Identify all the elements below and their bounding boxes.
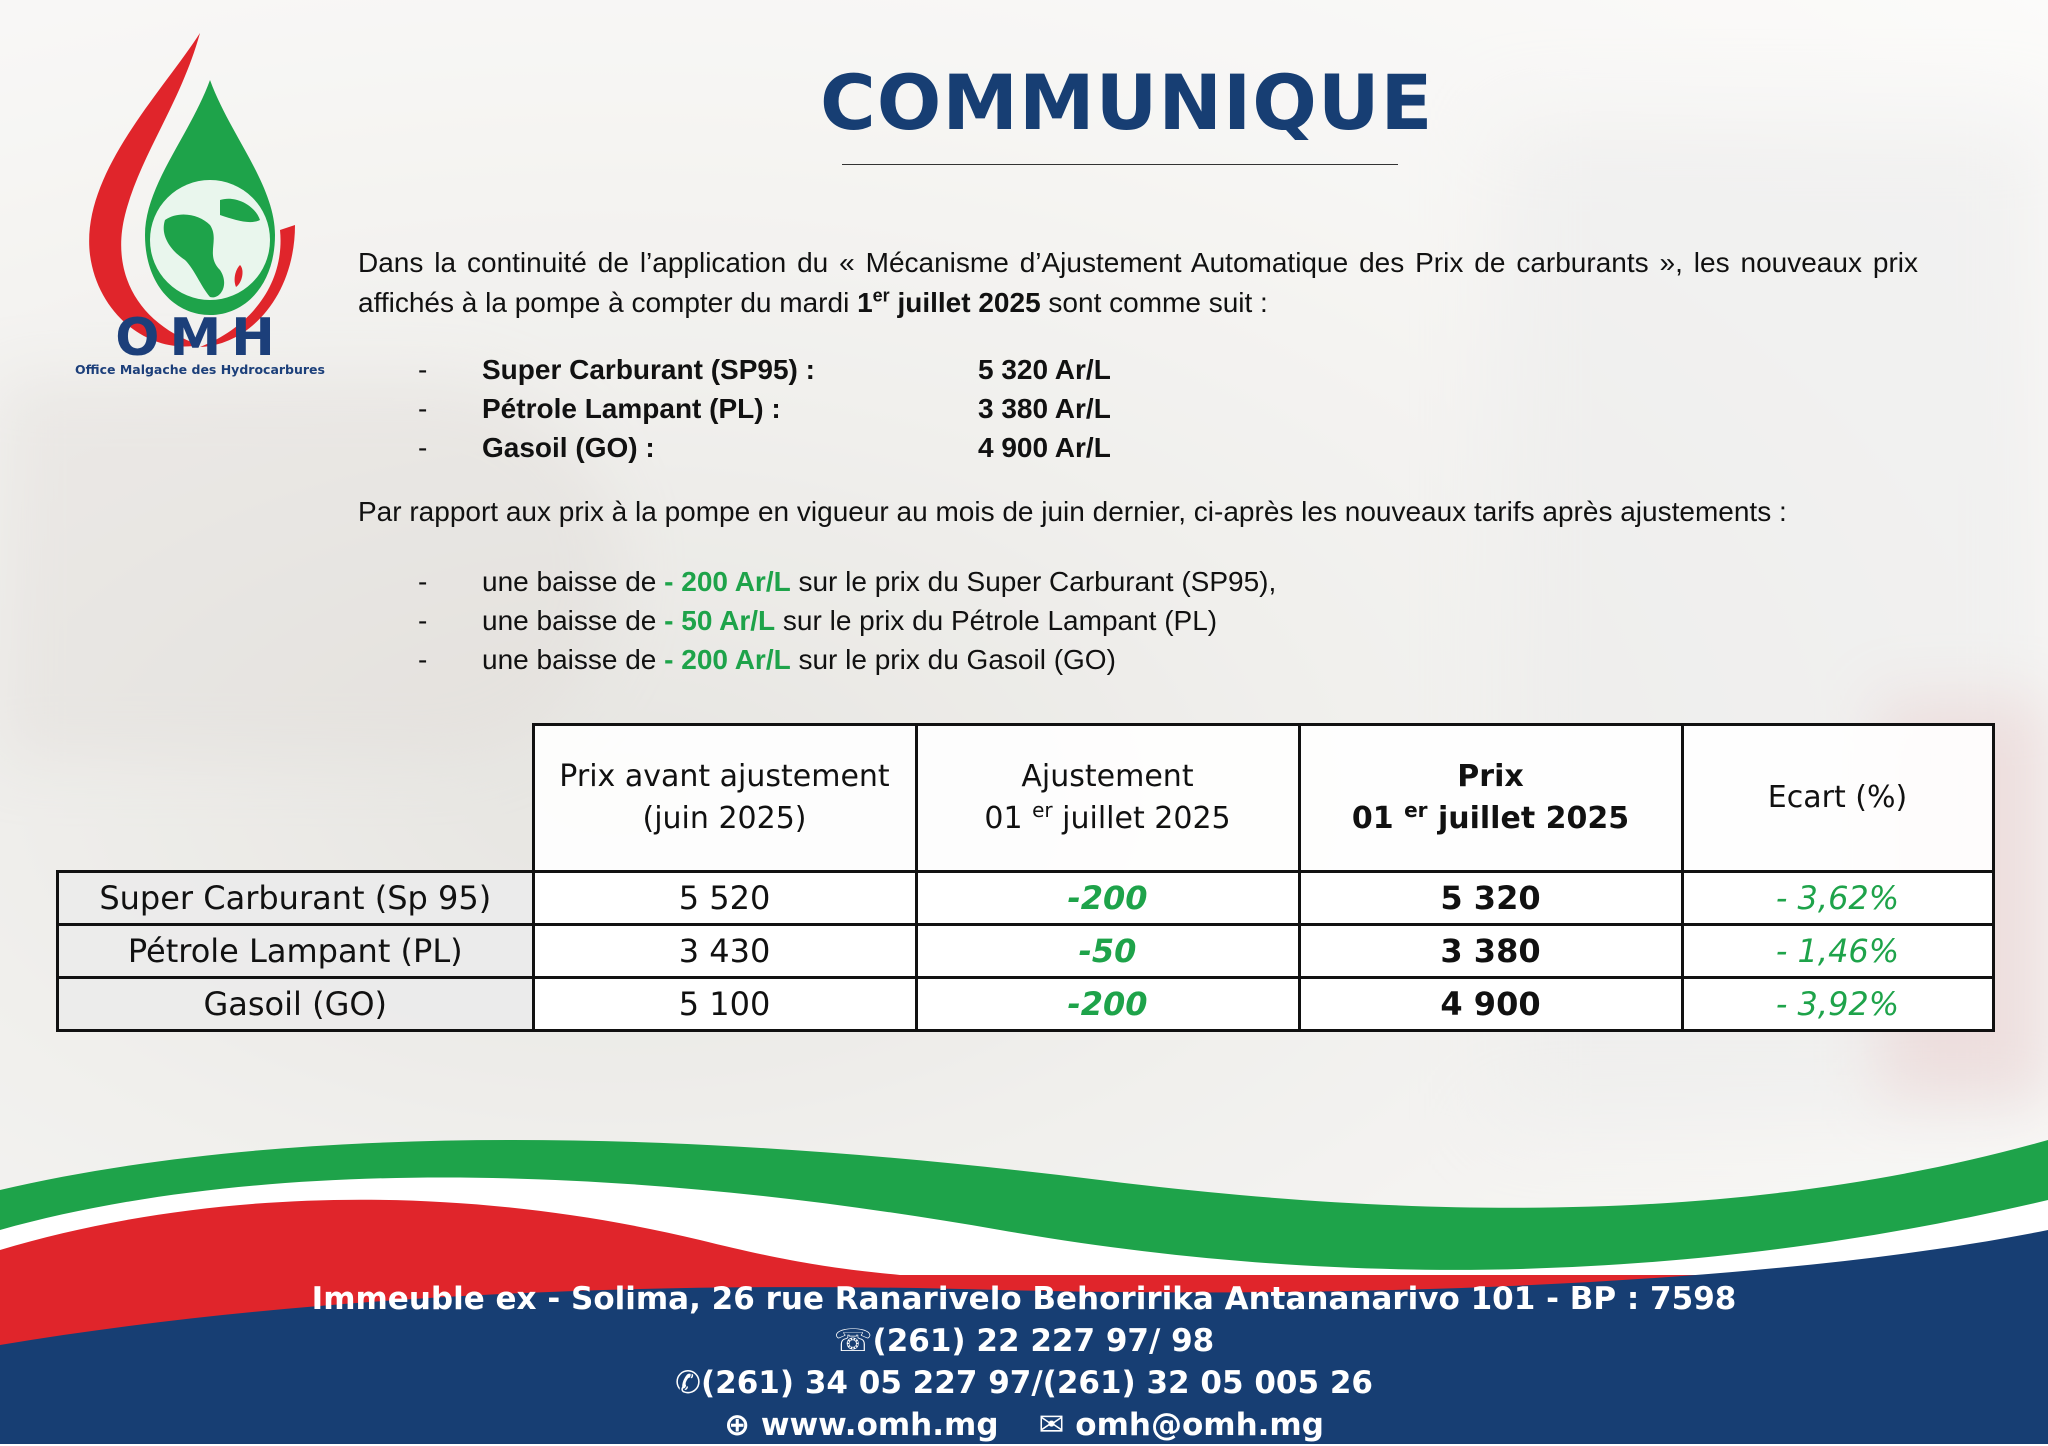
intro-text-end: sont comme suit : [1040,287,1268,318]
header-ecart: Ecart (%) [1682,725,1993,872]
cell-ecart: - 3,62% [1682,872,1993,925]
header-before: Prix avant ajustement (juin 2025) [533,725,916,872]
list-dash: - [418,644,428,675]
price-list [418,350,1318,467]
price-label: Pétrole Lampant (PL) : [482,393,781,424]
footer-mobile: ✆(261) 34 05 227 97/(261) 32 05 005 26 [675,1365,1373,1401]
website-link[interactable]: www.omh.mg [760,1407,999,1443]
logo-name: OMH [115,308,285,368]
drop-item [418,640,1818,679]
footer-address: Immeuble ex - Solima, 26 rue Ranarivelo Behoririka Antananarivo 101 - BP : 7598 [311,1281,1737,1317]
cell-adjustment: -200 [916,978,1299,1031]
price-item [418,350,1318,389]
cell-price: 5 320 [1299,872,1682,925]
price-item [418,428,1318,467]
drop-amount: - 50 Ar/L [664,605,776,636]
cell-ecart: - 3,92% [1682,978,1993,1031]
title-underline [842,164,1398,165]
drop-item [418,601,1818,640]
logo-subtitle: Office Malgache des Hydrocarbures [75,362,325,377]
cell-ecart: - 1,46% [1682,925,1993,978]
list-dash: - [418,393,428,424]
header-price: Prix 01 $^{er}$ juillet 2025 [1299,725,1682,872]
row-label: Super Carburant (Sp 95) [58,872,534,925]
intro-paragraph [358,243,1918,323]
drop-text: une baisse de - 200 Ar/L sur le prix du Gasoil (GO) [482,644,1116,675]
drop-text: une baisse de - 200 Ar/L sur le prix du Super Carburant (SP95), [482,566,1277,597]
row-label: Pétrole Lampant (PL) [58,925,534,978]
globe-icon: ⊕ [724,1407,751,1443]
table-header-row [58,725,1994,872]
drop-amount: - 200 Ar/L [664,566,791,597]
list-dash: - [418,605,428,636]
footer-phone: ☏(261) 22 227 97/ 98 [833,1323,1215,1359]
price-item [418,389,1318,428]
cell-price: 3 380 [1299,925,1682,978]
cell-before: 3 430 [533,925,916,978]
comparison-paragraph: Par rapport aux prix à la pompe en vigueur au mois de juin dernier, ci-après les nouveaux tarifs après ajustements : [358,496,1787,527]
cell-adjustment: -200 [916,872,1299,925]
price-label: Super Carburant (SP95) : [482,354,815,385]
drop-amount: - 200 Ar/L [664,644,791,675]
header-adjustment: Ajustement 01 $^{er}$ juillet 2025 [916,725,1299,872]
price-value: 4 900 Ar/L [978,432,1111,463]
email-link[interactable]: omh@omh.mg [1075,1407,1324,1443]
price-label: Gasoil (GO) : [482,432,655,463]
cell-before: 5 100 [533,978,916,1031]
intro-date: 1er juillet 2025 [857,285,1041,318]
table-corner [58,725,534,872]
drop-item [418,562,1818,601]
phone-icon: ☏ [833,1323,873,1359]
table-row [58,872,1994,925]
price-value: 5 320 Ar/L [978,354,1111,385]
table-row [58,925,1994,978]
mail-icon: ✉ [1038,1407,1065,1443]
mobile-icon: ✆ [675,1365,701,1401]
row-label: Gasoil (GO) [58,978,534,1031]
price-table [56,723,1995,1032]
intro-text: Dans la continuité de l’application du « Mécanisme d’Ajustement Automatique des Prix de carburants », les nouveaux prix affichés à la pompe à compter du mardi [358,247,1918,318]
price-value: 3 380 Ar/L [978,393,1111,424]
list-dash: - [418,566,428,597]
page-title: COMMUNIQUE [820,58,1434,147]
drop-text: une baisse de - 50 Ar/L sur le prix du Pétrole Lampant (PL) [482,605,1218,636]
list-dash: - [418,432,428,463]
footer [0,1278,2048,1446]
cell-adjustment: -50 [916,925,1299,978]
footer-contact [0,1404,2048,1446]
cell-before: 5 520 [533,872,916,925]
list-dash: - [418,354,428,385]
cell-price: 4 900 [1299,978,1682,1031]
table-row [58,978,1994,1031]
drop-list [418,562,1818,679]
